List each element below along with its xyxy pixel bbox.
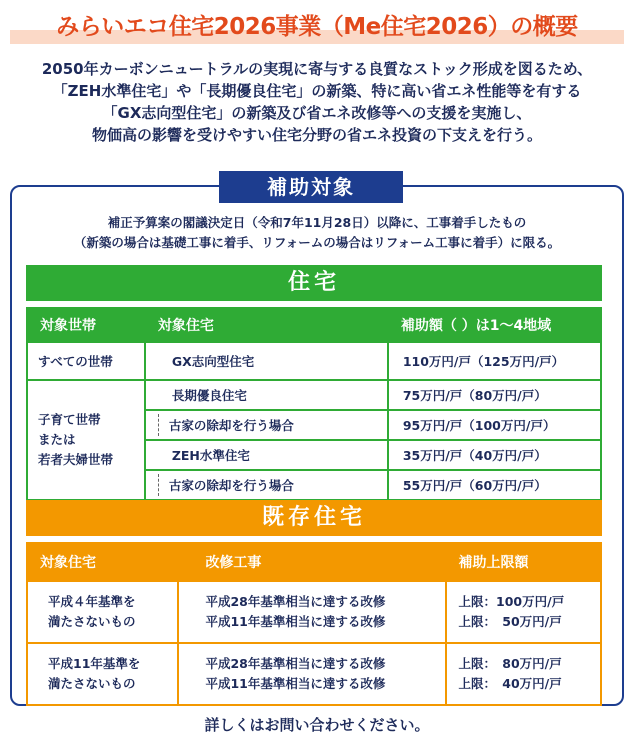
housing-band: 住宅 — [26, 265, 602, 301]
house-cell: ZEH水準住宅 — [145, 440, 388, 470]
column-header: 補助上限額 — [446, 543, 601, 581]
table-header-row — [27, 543, 601, 581]
household-cell — [27, 380, 145, 500]
title-area — [0, 0, 634, 56]
amount-cell: 35万円/戸（40万円/戸） — [388, 440, 601, 470]
work-line: 平成28年基準相当に達する改修 — [205, 594, 386, 609]
limit-line: 上限： 40万円/戸 — [458, 676, 562, 691]
amount-cell: 75万円/戸（80万円/戸） — [388, 380, 601, 410]
target-condition-text — [10, 213, 624, 253]
target-line: （新築の場合は基礎工事に着手、リフォームの場合はリフォーム工事に着手）に限る。 — [73, 235, 561, 250]
existing-housing-band: 既存住宅 — [26, 500, 602, 536]
house-line: 満たさないもの — [48, 614, 136, 629]
column-header: 対象住宅 — [145, 308, 388, 342]
house-label: 古家の除却を行う場合 — [168, 418, 294, 433]
table-row — [27, 643, 601, 705]
house-cell — [145, 470, 388, 500]
housing-table — [26, 307, 602, 501]
subsidy-target-heading: 補助対象 — [219, 171, 403, 203]
page-title: みらいエコ住宅2026事業（Me住宅2026）の概要 — [56, 14, 578, 40]
household-line: 子育て世帯 — [38, 412, 101, 427]
limit-cell — [446, 581, 601, 643]
table-row — [27, 581, 601, 643]
work-cell — [178, 581, 445, 643]
footer-note: 詳しくはお問い合わせください。 — [204, 716, 430, 734]
column-header: 対象世帯 — [27, 308, 145, 342]
limit-cell — [446, 643, 601, 705]
intro-line: 2050年カーボンニュートラルの実現に寄与する良質なストック形成を図るため、 — [41, 60, 593, 78]
intro-text — [0, 58, 634, 146]
limit-line: 上限： 50万円/戸 — [458, 614, 562, 629]
indent-marker — [158, 414, 159, 436]
household-line: 若者夫婦世帯 — [38, 452, 114, 467]
work-line: 平成28年基準相当に達する改修 — [205, 656, 386, 671]
house-line: 平成11年基準を — [48, 656, 141, 671]
house-line: 平成４年基準を — [48, 594, 136, 609]
table-row — [27, 342, 601, 380]
limit-line: 上限：100万円/戸 — [458, 594, 565, 609]
existing-housing-table — [26, 542, 602, 706]
limit-line: 上限： 80万円/戸 — [458, 656, 562, 671]
house-cell — [27, 643, 178, 705]
work-cell — [178, 643, 445, 705]
household-cell: すべての世帯 — [27, 342, 145, 380]
column-header: 補助額（ ）は1～4地域 — [388, 308, 601, 342]
house-line: 満たさないもの — [48, 676, 136, 691]
intro-line: 「GX志向型住宅」の新築及び省エネ改修等への支援を実施し、 — [102, 104, 532, 122]
amount-cell: 95万円/戸（100万円/戸） — [388, 410, 601, 440]
table-header-row — [27, 308, 601, 342]
column-header: 対象住宅 — [27, 543, 178, 581]
house-cell: GX志向型住宅 — [145, 342, 388, 380]
column-header: 改修工事 — [178, 543, 445, 581]
target-line: 補正予算案の閣議決定日（令和7年11月28日）以降に、工事着手したもの — [107, 215, 527, 230]
work-line: 平成11年基準相当に達する改修 — [205, 614, 386, 629]
house-cell: 長期優良住宅 — [145, 380, 388, 410]
household-line: または — [38, 432, 76, 447]
amount-cell: 110万円/戸（125万円/戸） — [388, 342, 601, 380]
house-cell — [27, 581, 178, 643]
intro-line: 物価高の影響を受けやすい住宅分野の省エネ投資の下支えを行う。 — [91, 126, 542, 144]
table-row — [27, 380, 601, 410]
amount-cell: 55万円/戸（60万円/戸） — [388, 470, 601, 500]
intro-line: 「ZEH水準住宅」や「長期優良住宅」の新築、特に高い省エネ性能等を有する — [52, 82, 582, 100]
work-line: 平成11年基準相当に達する改修 — [205, 676, 386, 691]
indent-marker — [158, 474, 159, 496]
house-cell — [145, 410, 388, 440]
house-label: 古家の除却を行う場合 — [168, 478, 294, 493]
